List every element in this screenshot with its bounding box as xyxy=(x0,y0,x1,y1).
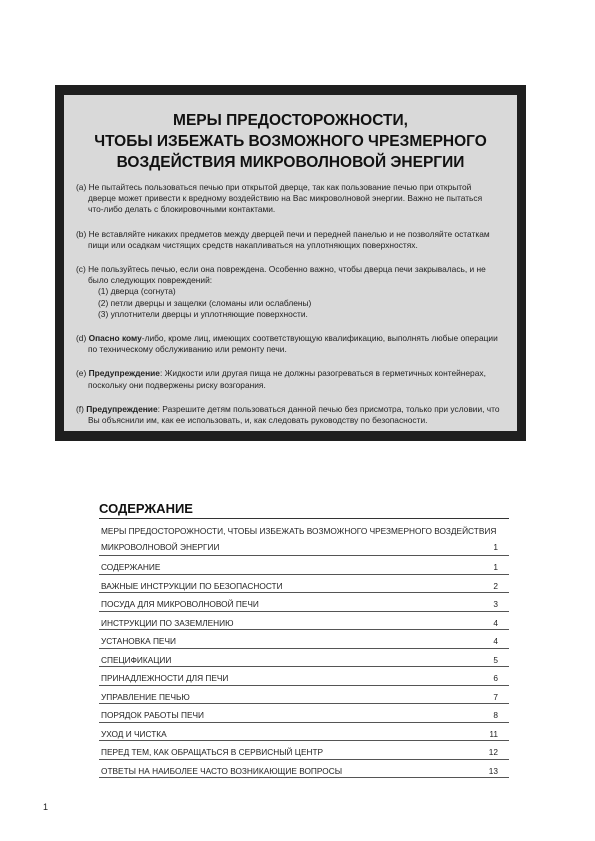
toc-top-rule xyxy=(99,518,509,519)
toc-entry-label: ОТВЕТЫ НА НАИБОЛЕЕ ЧАСТО ВОЗНИКАЮЩИЕ ВОПРОСЫ xyxy=(101,765,343,776)
toc-entry-label: ПОРЯДОК РАБОТЫ ПЕЧИ xyxy=(101,710,204,720)
warning-item-text: Вы объяснили им, как ее использовать, и, как следовать руководству по безопасности. xyxy=(88,415,428,426)
item-prefix: (d) xyxy=(76,333,89,344)
toc-entry-label: ИНСТРУКЦИИ ПО ЗАЗЕМЛЕНИЮ xyxy=(101,617,234,628)
toc-entry-label: УХОД И ЧИСТКА xyxy=(101,728,167,739)
item-text-rest: : Жидкости или другая пища не должны разогреваться в герметичных контейнерах, xyxy=(159,368,486,379)
warning-item-text: что-либо делать с блокировочными контактами. xyxy=(88,204,276,215)
toc-entry-page: 2 xyxy=(493,580,498,591)
toc-entry-page: 1 xyxy=(493,542,498,552)
toc-row[interactable] xyxy=(99,630,509,649)
warning-item-text: дверце может привести к вредному воздействию на Вас микроволновой энергии. Важно не пытаться xyxy=(88,193,483,204)
toc-row[interactable] xyxy=(99,575,509,594)
toc-entry-page: 3 xyxy=(493,599,498,609)
toc-row[interactable] xyxy=(99,723,509,742)
warning-item-text: (a) Не пытайтесь пользоваться печью при открытой дверце, так как пользование печью при открытой xyxy=(76,182,472,192)
toc-entry-page: 1 xyxy=(493,562,498,572)
toc-row[interactable] xyxy=(99,556,509,575)
toc-entry-page: 4 xyxy=(493,617,498,628)
warning-title xyxy=(64,110,517,173)
toc-row[interactable] xyxy=(99,667,509,686)
warning-item-text xyxy=(76,404,516,415)
toc-entry-label: СОДЕРЖАНИЕ xyxy=(101,562,161,572)
warning-item-text: (b) Не вставляйте никаких предметов между дверцей печи и передней панелью и не позволяйте остаткам xyxy=(76,228,490,239)
warning-item-text xyxy=(76,333,516,344)
toc-entry-label: МЕРЫ ПРЕДОСТОРОЖНОСТИ, ЧТОБЫ ИЗБЕЖАТЬ ВОЗМОЖНОГО ЧРЕЗМЕРНОГО ВОЗДЕЙСТВИЯ xyxy=(101,526,497,536)
toc-row[interactable] xyxy=(99,612,509,631)
toc-entry-label: УСТАНОВКА ПЕЧИ xyxy=(101,636,176,646)
item-text-rest: : Разрешите детям пользоваться данной печью без присмотра, только при условии, что xyxy=(157,403,500,414)
warning-item-text: было следующих повреждений: xyxy=(88,275,213,286)
toc-entry-page: 4 xyxy=(493,636,498,646)
warning-item-text: пищи или осадкам чистящих средств накапливаться на уплотняющих поверхностях. xyxy=(88,239,418,250)
warning-title-line: ВОЗДЕЙСТВИЯ МИКРОВОЛНОВОЙ ЭНЕРГИИ xyxy=(116,154,465,171)
warning-subitem-text: (1) дверца (согнута) xyxy=(98,286,176,297)
toc-entry-label: СПЕЦИФИКАЦИИ xyxy=(101,654,172,665)
page-number: 1 xyxy=(43,802,49,812)
toc-entry-label: ПЕРЕД ТЕМ, КАК ОБРАЩАТЬСЯ В СЕРВИСНЫЙ ЦЕНТР xyxy=(101,747,324,757)
toc-entry-label: ПОСУДА ДЛЯ МИКРОВОЛНОВОЙ ПЕЧИ xyxy=(101,599,259,609)
warning-item-a xyxy=(76,182,516,216)
toc-row[interactable] xyxy=(99,520,509,556)
toc-row[interactable] xyxy=(99,649,509,668)
toc-row[interactable] xyxy=(99,593,509,612)
warning-item-c xyxy=(76,264,516,320)
toc-entry-page: 13 xyxy=(488,765,498,776)
warning-title-line: МЕРЫ ПРЕДОСТОРОЖНОСТИ, xyxy=(173,112,408,129)
item-text-rest: -либо, кроме лиц, имеющих соответствующую квалификацию, выполнять любые операции xyxy=(141,333,498,344)
item-emphasis: Опасно кому xyxy=(88,333,142,344)
warning-items xyxy=(76,182,516,439)
warning-item-text: по техническому обслуживанию или ремонту печи. xyxy=(88,344,287,355)
warning-item-f xyxy=(76,404,516,426)
toc-title: СОДЕРЖАНИЕ xyxy=(99,501,193,516)
toc-row[interactable] xyxy=(99,686,509,705)
warning-subitem-text: (2) петли дверцы и защелки (сломаны или ослаблены) xyxy=(98,297,312,308)
item-emphasis: Предупреждение xyxy=(88,368,160,379)
warning-title-line: ЧТОБЫ ИЗБЕЖАТЬ ВОЗМОЖНОГО ЧРЕЗМЕРНОГО xyxy=(94,133,487,150)
toc-entry-page: 12 xyxy=(488,747,498,757)
toc-entry-page: 6 xyxy=(493,673,498,683)
warning-item-text: поскольку они подвержены риску возгорания. xyxy=(88,379,266,390)
warning-subitem-text: (3) уплотнители дверцы и уплотняющие поверхности. xyxy=(98,308,308,319)
toc-entry-label: УПРАВЛЕНИЕ ПЕЧЬЮ xyxy=(101,691,190,702)
toc-entry-page: 8 xyxy=(493,710,498,720)
warning-item-b xyxy=(76,229,516,251)
item-emphasis: Предупреждение xyxy=(86,403,158,414)
table-of-contents xyxy=(99,520,509,778)
warning-item-text: (c) Не пользуйтесь печью, если она повреждена. Особенно важно, чтобы дверца печи закрывалась, и не xyxy=(76,264,486,275)
warning-item-d xyxy=(76,333,516,355)
toc-row[interactable] xyxy=(99,760,509,779)
warning-item-text xyxy=(76,368,516,379)
warning-item-e xyxy=(76,368,516,390)
toc-row[interactable] xyxy=(99,741,509,760)
toc-entry-label: МИКРОВОЛНОВОЙ ЭНЕРГИИ xyxy=(101,542,220,552)
toc-entry-page: 5 xyxy=(493,654,498,665)
toc-entry-label: ПРИНАДЛЕЖНОСТИ ДЛЯ ПЕЧИ xyxy=(101,673,229,683)
item-prefix: (f) xyxy=(76,403,87,414)
item-prefix: (e) xyxy=(76,368,89,379)
toc-entry-label: ВАЖНЫЕ ИНСТРУКЦИИ ПО БЕЗОПАСНОСТИ xyxy=(101,580,283,591)
toc-row[interactable] xyxy=(99,704,509,723)
toc-entry-page: 11 xyxy=(489,728,498,739)
toc-entry-page: 7 xyxy=(493,691,498,702)
